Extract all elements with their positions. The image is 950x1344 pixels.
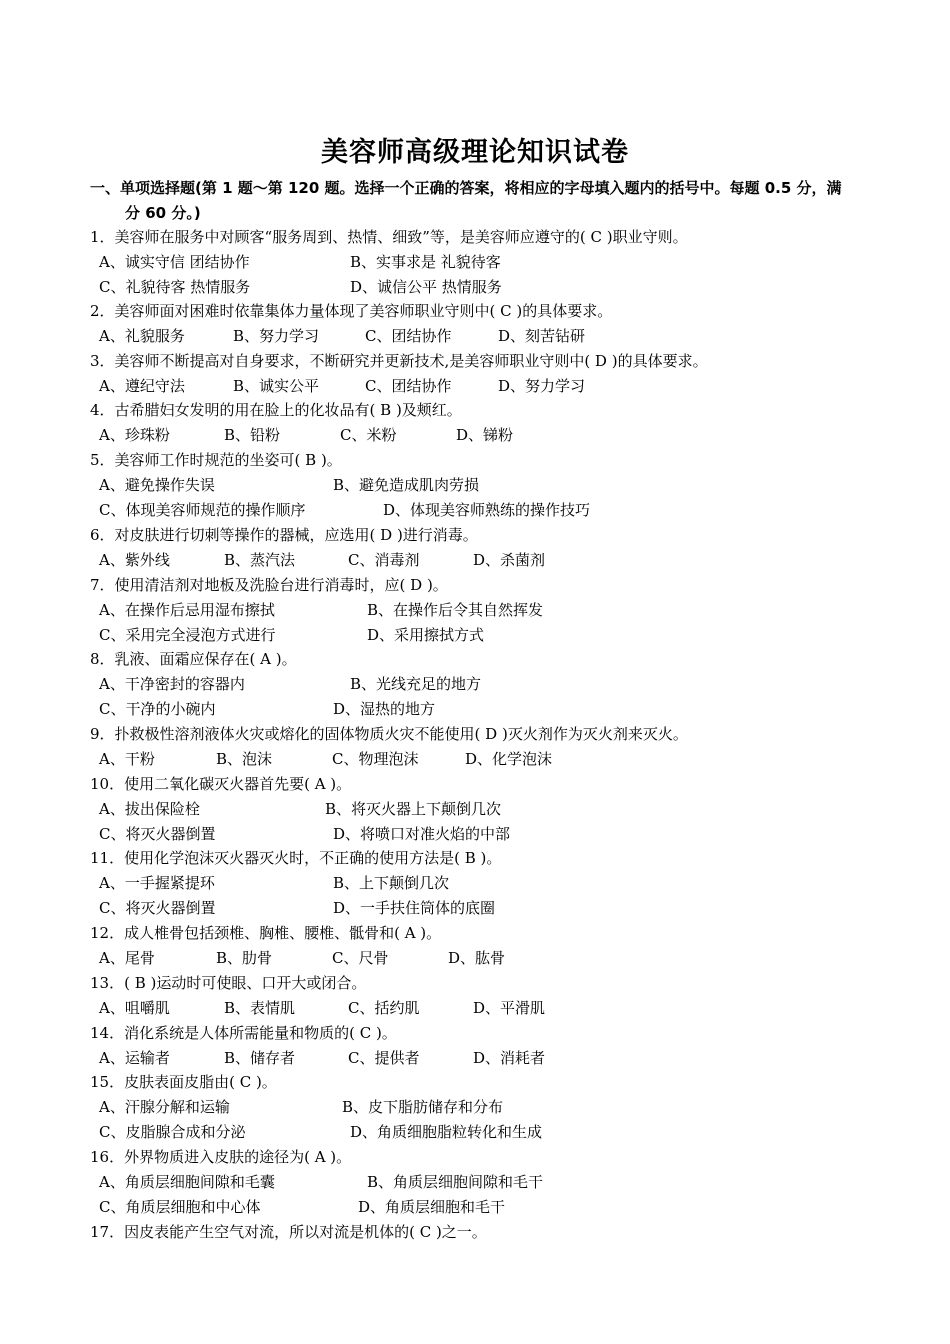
question-16-option-C: C、角质层细胞和中心体	[99, 1198, 261, 1216]
question-14-option-B: B、储存者	[224, 1049, 296, 1067]
question-13: 13．( B )运动时可使眼、口开大或闭合。	[90, 974, 367, 992]
question-3-option-B: B、诚实公平	[233, 377, 320, 395]
question-15: 15．皮肤表面皮脂由( C )。	[90, 1073, 277, 1091]
question-6-option-D: D、杀菌剂	[473, 551, 546, 569]
question-1-option-B: B、实事求是 礼貌待客	[350, 253, 501, 271]
question-13-option-B: B、表情肌	[224, 999, 296, 1017]
question-9: 9．扑救极性溶剂液体火灾或熔化的固体物质火灾不能使用( D )灭火剂作为灭火剂来灭火。	[90, 725, 688, 743]
question-10: 10．使用二氧化碳灭火器首先要( A )。	[90, 775, 352, 793]
question-3-option-D: D、努力学习	[498, 377, 586, 395]
question-8-option-A: A、干净密封的容器内	[99, 675, 245, 693]
question-9-option-A: A、干粉	[99, 750, 155, 768]
question-6-option-C: C、消毒剂	[348, 551, 420, 569]
section-heading-line2: 分 60 分。)	[125, 204, 201, 222]
question-14-option-A: A、运输者	[99, 1049, 170, 1067]
question-10-option-C: C、将灭火器倒置	[99, 825, 216, 843]
question-11-option-D: D、一手扶住筒体的底圈	[333, 899, 496, 917]
question-10-option-B: B、将灭火器上下颠倒几次	[325, 800, 502, 818]
section-heading	[90, 176, 870, 226]
question-4-option-A: A、珍珠粉	[99, 426, 170, 444]
question-15-option-C: C、皮脂腺合成和分泌	[99, 1123, 246, 1141]
question-6-option-B: B、蒸汽法	[224, 551, 296, 569]
question-4-option-B: B、铅粉	[224, 426, 281, 444]
question-7-option-A: A、在操作后忌用湿布擦拭	[99, 601, 275, 619]
question-5-option-A: A、避免操作失误	[99, 476, 215, 494]
question-12-option-A: A、尾骨	[99, 949, 155, 967]
question-4: 4．古希腊妇女发明的用在脸上的化妆品有( B )及颊红。	[90, 401, 462, 419]
question-16: 16．外界物质进入皮肤的途径为( A )。	[90, 1148, 352, 1166]
question-16-option-A: A、角质层细胞间隙和毛囊	[99, 1173, 275, 1191]
question-5-option-D: D、体现美容师熟练的操作技巧	[383, 501, 591, 519]
question-2: 2．美容师面对困难时依靠集体力量体现了美容师职业守则中( C )的具体要求。	[90, 302, 613, 320]
question-1-option-C: C、礼貌待客 热情服务	[99, 278, 251, 296]
question-3-option-A: A、遵纪守法	[99, 377, 185, 395]
question-13-option-C: C、括约肌	[348, 999, 420, 1017]
question-9-option-D: D、化学泡沫	[465, 750, 553, 768]
question-4-option-C: C、米粉	[340, 426, 397, 444]
question-13-option-A: A、咀嚼肌	[99, 999, 170, 1017]
question-3: 3．美容师不断提高对自身要求，不断研究并更新技术,是美容师职业守则中( D )的具体要求。	[90, 352, 708, 370]
question-14-option-C: C、提供者	[348, 1049, 420, 1067]
question-11-option-A: A、一手握紧提环	[99, 874, 215, 892]
question-2-option-A: A、礼貌服务	[99, 327, 185, 345]
question-2-option-B: B、努力学习	[233, 327, 320, 345]
question-6: 6．对皮肤进行切刺等操作的器械，应选用( D )进行消毒。	[90, 526, 478, 544]
question-7-option-B: B、在操作后令其自然挥发	[367, 601, 544, 619]
page-title: 美容师高级理论知识试卷	[321, 137, 629, 168]
question-12-option-B: B、肋骨	[216, 949, 273, 967]
question-11: 11．使用化学泡沫灭火器灭火时，不正确的使用方法是( B )。	[90, 849, 502, 867]
question-5: 5．美容师工作时规范的坐姿可( B )。	[90, 451, 342, 469]
question-5-option-C: C、体现美容师规范的操作顺序	[99, 501, 306, 519]
question-5-option-B: B、避免造成肌肉劳损	[333, 476, 480, 494]
question-11-option-B: B、上下颠倒几次	[333, 874, 450, 892]
question-1: 1．美容师在服务中对顾客“服务周到、热情、细致”等，是美容师应遵守的( C )职业守则。	[90, 228, 688, 246]
question-10-option-D: D、将喷口对准火焰的中部	[333, 825, 511, 843]
question-13-option-D: D、平滑肌	[473, 999, 546, 1017]
question-8-option-C: C、干净的小碗内	[99, 700, 216, 718]
question-10-option-A: A、拔出保险栓	[99, 800, 200, 818]
question-12: 12．成人椎骨包括颈椎、胸椎、腰椎、骶骨和( A )。	[90, 924, 442, 942]
question-8-option-D: D、湿热的地方	[333, 700, 436, 718]
question-14-option-D: D、消耗者	[473, 1049, 546, 1067]
question-1-option-A: A、诚实守信 团结协作	[99, 253, 250, 271]
question-7: 7．使用清洁剂对地板及洗脸台进行消毒时，应( D )。	[90, 576, 448, 594]
question-17: 17．因皮表能产生空气对流，所以对流是机体的( C )之一。	[90, 1223, 487, 1241]
question-4-option-D: D、锑粉	[456, 426, 514, 444]
question-16-option-D: D、角质层细胞和毛干	[358, 1198, 506, 1216]
question-8-option-B: B、光线充足的地方	[350, 675, 482, 693]
question-8: 8．乳液、面霜应保存在( A )。	[90, 650, 297, 668]
question-7-option-D: D、采用擦拭方式	[367, 626, 485, 644]
question-15-option-D: D、角质细胞脂粒转化和生成	[350, 1123, 543, 1141]
question-7-option-C: C、采用完全浸泡方式进行	[99, 626, 276, 644]
question-14: 14．消化系统是人体所需能量和物质的( C )。	[90, 1024, 397, 1042]
question-2-option-D: D、刻苦钻研	[498, 327, 586, 345]
section-heading-line1: 一、单项选择题(第 1 题～第 120 题。选择一个正确的答案，将相应的字母填入题内的括号中。每题 0.5 分，满	[90, 179, 842, 197]
question-2-option-C: C、团结协作	[365, 327, 452, 345]
question-6-option-A: A、紫外线	[99, 551, 170, 569]
question-12-option-C: C、尺骨	[332, 949, 389, 967]
question-3-option-C: C、团结协作	[365, 377, 452, 395]
question-15-option-B: B、皮下脂肪储存和分布	[342, 1098, 504, 1116]
question-16-option-B: B、角质层细胞间隙和毛干	[367, 1173, 544, 1191]
question-1-option-D: D、诚信公平 热情服务	[350, 278, 502, 296]
question-9-option-C: C、物理泡沫	[332, 750, 419, 768]
question-9-option-B: B、泡沫	[216, 750, 273, 768]
question-12-option-D: D、肱骨	[448, 949, 506, 967]
question-11-option-C: C、将灭火器倒置	[99, 899, 216, 917]
question-15-option-A: A、汗腺分解和运输	[99, 1098, 230, 1116]
